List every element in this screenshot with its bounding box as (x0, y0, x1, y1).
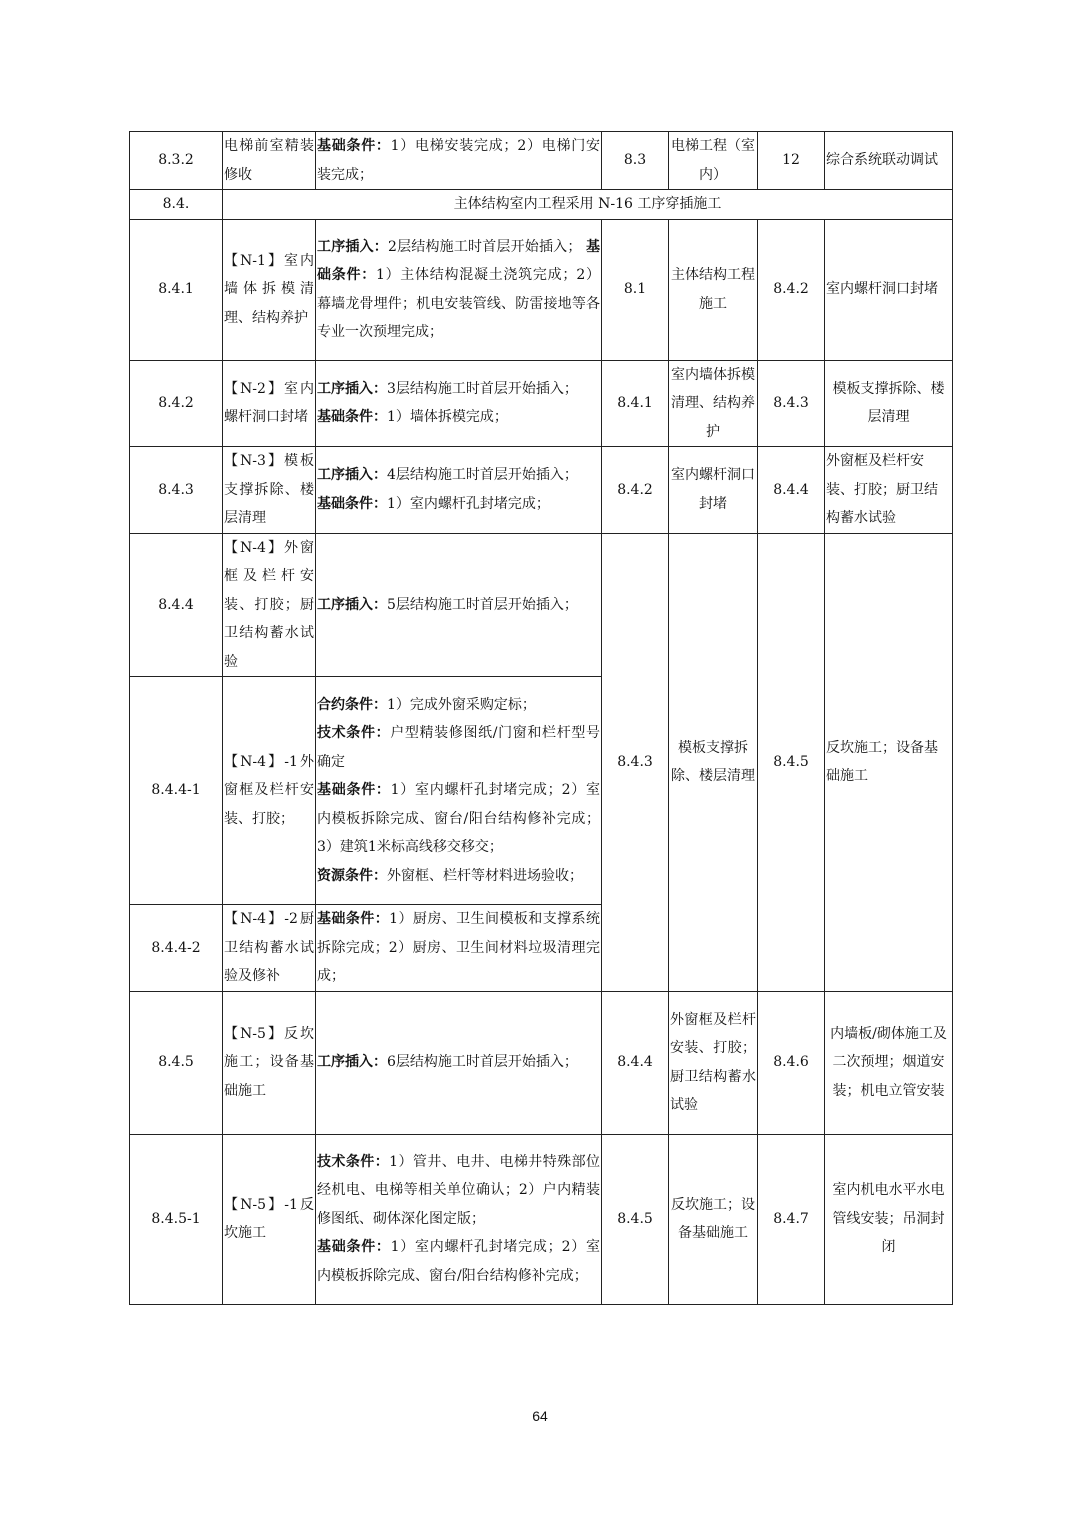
predecessor-code: 8.4.5 (602, 1134, 669, 1304)
successor-code: 8.4.6 (758, 991, 825, 1134)
item-name: 【N-4】-1外窗框及栏杆安装、打胶； (223, 677, 316, 905)
predecessor-name: 室内螺杆洞口封堵 (669, 447, 758, 534)
item-name: 【N-5】反坎施工；设备基础施工 (223, 991, 316, 1134)
successor-code: 8.4.3 (758, 360, 825, 447)
item-conditions (316, 219, 602, 360)
condition-text: 3层结构施工时首层开始插入； (387, 380, 578, 397)
item-code: 8.4.3 (130, 447, 223, 534)
table-row (130, 1134, 953, 1304)
condition-text: 1）主体结构混凝土浇筑完成；2）幕墙龙骨埋件；机电安装管线、防雷接地等各专业一次预埋完成； (317, 267, 600, 340)
item-code: 8.3.2 (130, 132, 223, 190)
condition-text: 1）室内螺杆孔封堵完成； (387, 495, 550, 512)
condition-label: 基础条件： (317, 238, 601, 283)
item-name: 电梯前室精装修收 (223, 132, 316, 190)
item-conditions (316, 677, 602, 905)
table-row (130, 360, 953, 447)
condition-text: 2层结构施工时首层开始插入； (387, 238, 582, 255)
predecessor-code: 8.4.4 (602, 991, 669, 1134)
predecessor-name: 模板支撑拆除、楼层清理 (669, 533, 758, 991)
item-code: 8.4.1 (130, 219, 223, 360)
successor-name: 综合系统联动调试 (825, 132, 953, 190)
successor-name: 模板支撑拆除、楼层清理 (825, 360, 953, 447)
condition-text: 4层结构施工时首层开始插入； (387, 467, 578, 484)
condition-text: 1）厨房、卫生间模板和支撑系统拆除完成；2）厨房、卫生间材料垃圾清理完成； (317, 911, 600, 984)
condition-label: 技术条件： (317, 1153, 390, 1170)
predecessor-code: 8.4.1 (602, 360, 669, 447)
item-code: 8.4.4-2 (130, 905, 223, 992)
section-code: 8.4. (130, 190, 223, 220)
item-conditions (316, 447, 602, 534)
successor-code: 8.4.4 (758, 447, 825, 534)
predecessor-name: 电梯工程（室内） (669, 132, 758, 190)
condition-label: 基础条件： (317, 409, 387, 426)
item-conditions (316, 360, 602, 447)
item-code: 8.4.2 (130, 360, 223, 447)
item-name: 【N-3】模板支撑拆除、楼层清理 (223, 447, 316, 534)
condition-label: 基础条件： (317, 495, 387, 512)
condition-text: 1）室内螺杆孔封堵完成；2）室内模板拆除完成、窗台/阳台结构修补完成； (317, 1239, 600, 1284)
item-code: 8.4.4-1 (130, 677, 223, 905)
successor-code: 8.4.5 (758, 533, 825, 991)
condition-label: 工序插入： (317, 596, 387, 613)
section-row (130, 190, 953, 220)
condition-label: 工序插入： (317, 380, 387, 397)
successor-name: 室内机电水平水电管线安装；吊洞封闭 (825, 1134, 953, 1304)
predecessor-name: 外窗框及栏杆安装、打胶；厨卫结构蓄水试验 (669, 991, 758, 1134)
table-row (130, 533, 953, 677)
condition-text: 1）电梯安装完成；2）电梯门安装完成； (317, 138, 600, 183)
condition-text: 5层结构施工时首层开始插入； (387, 596, 578, 613)
condition-text: 1）室内螺杆孔封堵完成；2）室内模板拆除完成、窗台/阳台结构修补完成；3）建筑1米标高线移交移交； (317, 782, 600, 856)
table-row (130, 447, 953, 534)
condition-text: 6层结构施工时首层开始插入； (387, 1054, 578, 1071)
condition-text: 1）完成外窗采购定标； (387, 696, 536, 713)
item-name: 【N-1】室内墙体拆模清理、结构养护 (223, 219, 316, 360)
condition-label: 工序插入： (317, 1054, 387, 1071)
item-name: 【N-5】-1反坎施工 (223, 1134, 316, 1304)
table-row (130, 991, 953, 1134)
predecessor-code: 8.4.3 (602, 533, 669, 991)
successor-code: 8.4.2 (758, 219, 825, 360)
condition-label: 技术条件： (317, 725, 391, 742)
successor-name: 室内螺杆洞口封堵 (825, 219, 953, 360)
predecessor-name: 反坎施工；设备基础施工 (669, 1134, 758, 1304)
item-conditions (316, 1134, 602, 1304)
process-table (129, 131, 953, 1305)
item-name: 【N-4】-2厨卫结构蓄水试验及修补 (223, 905, 316, 992)
successor-name: 内墙板/砌体施工及二次预埋；烟道安装；机电立管安装 (825, 991, 953, 1134)
item-code: 8.4.5 (130, 991, 223, 1134)
predecessor-code: 8.1 (602, 219, 669, 360)
successor-name: 反坎施工；设备基础施工 (825, 533, 953, 991)
page-number: 64 (532, 1408, 548, 1424)
condition-label: 合约条件： (317, 696, 387, 713)
table-row (130, 132, 953, 190)
condition-label: 工序插入： (317, 467, 387, 484)
predecessor-code: 8.4.2 (602, 447, 669, 534)
predecessor-code: 8.3 (602, 132, 669, 190)
item-conditions (316, 905, 602, 992)
condition-text: 外窗框、栏杆等材料进场验收； (387, 867, 583, 884)
condition-label: 基础条件： (317, 782, 391, 799)
successor-code: 8.4.7 (758, 1134, 825, 1304)
condition-label: 基础条件： (317, 1239, 391, 1256)
item-code: 8.4.4 (130, 533, 223, 677)
item-conditions (316, 132, 602, 190)
predecessor-name: 室内墙体拆模清理、结构养护 (669, 360, 758, 447)
condition-text: 户型精装修图纸/门窗和栏杆型号确定 (317, 725, 600, 770)
condition-label: 工序插入： (317, 238, 388, 255)
condition-text: 1）墙体拆模完成； (387, 409, 508, 426)
successor-name: 外窗框及栏杆安装、打胶；厨卫结构蓄水试验 (825, 447, 953, 534)
predecessor-name: 主体结构工程施工 (669, 219, 758, 360)
condition-label: 基础条件： (317, 138, 391, 154)
item-name: 【N-2】室内螺杆洞口封堵 (223, 360, 316, 447)
table-row (130, 219, 953, 360)
item-conditions (316, 991, 602, 1134)
item-conditions (316, 533, 602, 677)
section-title: 主体结构室内工程采用 N-16 工序穿插施工 (223, 190, 953, 220)
item-name: 【N-4】外窗框及栏杆安装、打胶；厨卫结构蓄水试验 (223, 533, 316, 677)
item-code: 8.4.5-1 (130, 1134, 223, 1304)
successor-code: 12 (758, 132, 825, 190)
condition-label: 资源条件： (317, 867, 387, 884)
condition-label: 基础条件： (317, 911, 390, 927)
condition-text: 1）管井、电井、电梯井特殊部位经机电、电梯等相关单位确认；2）户内精装修图纸、砌体深化图定版； (317, 1153, 600, 1227)
